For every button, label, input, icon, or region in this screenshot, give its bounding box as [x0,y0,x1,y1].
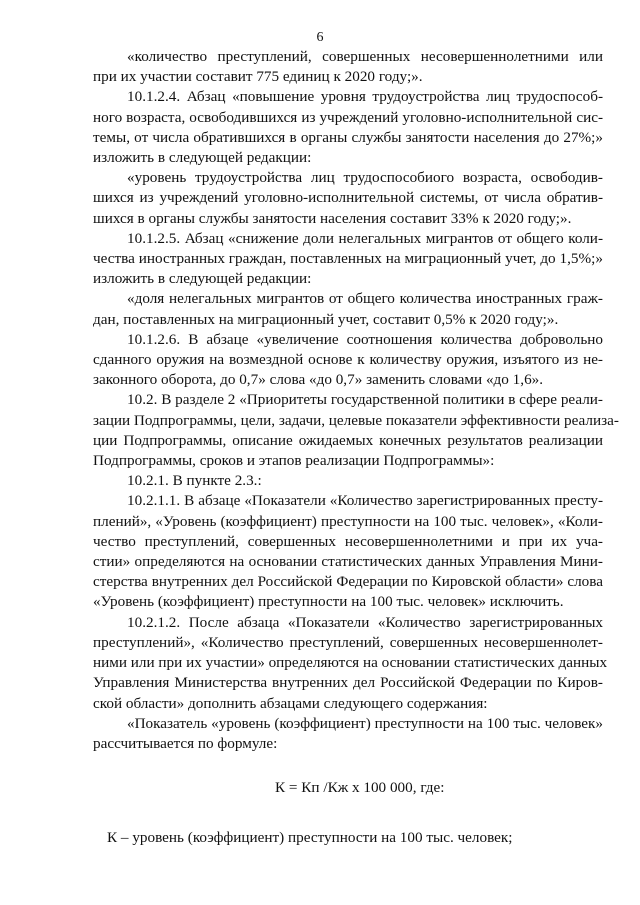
text-line: шихся в органы службы занятости населения составит 33% к 2020 году;». [93,209,572,227]
text-line: плений», «Уровень (коэффициент) преступности на 100 тыс. человек», «Коли- [93,512,603,530]
text-line: 10.1.2.4. Абзац «повышение уровня трудоустройства лиц трудоспособ- [127,88,603,106]
text-line: стерства внутренних дел Российской Федерации по Кировской области» слова [93,573,603,591]
formula-definition: К – уровень (коэффициент) преступности на 100 тыс. человек; [107,829,513,847]
text-line: зации Подпрограммы, цели, задачи, целевые показатели эффективности реализа- [93,411,619,429]
text-line: изложить в следующей редакции: [93,149,312,167]
text-line: 10.1.2.6. В абзаце «увеличение соотношения количества добровольно [127,330,603,348]
text-line: 10.2.1. В пункте 2.3.: [127,472,262,490]
text-line: сданного оружия на возмездной основе к количеству оружия, изъятого из не- [93,351,603,369]
formula: К = Кп /Кж х 100 000, где: [275,779,445,797]
text-line: чества иностранных граждан, поставленных на миграционный учет, до 1,5%;» [93,250,603,268]
text-line: «уровень трудоустройства лиц трудоспособиого возраста, освободив- [127,169,603,187]
document-body [93,47,619,849]
text-line: Подпрограммы, сроков и этапов реализации Подпрограммы»: [93,452,495,470]
text-line: стии» определяются на основании статистических данных Управления Мини- [93,553,603,571]
text-line: 10.2. В разделе 2 «Приоритеты государственной политики в сфере реали- [127,391,603,409]
text-line: «доля нелегальных мигрантов от общего количества иностранных граж- [127,290,603,308]
text-line: темы, от числа обратившихся в органы службы занятости населения до 27%;» [93,128,603,146]
text-line: при их участии составит 775 единиц к 2020 году;». [93,68,423,86]
text-line: ними или при их участии» определяются на основании статистических данных [93,654,608,672]
text-line: чество преступлений, совершенных несовершеннолетними и при их уча- [93,532,603,550]
text-line: «Показатель «уровень (коэффициент) преступности на 100 тыс. человек» [127,714,603,732]
text-line: «количество преступлений, совершенных несовершеннолетними или [127,48,603,65]
page-number: 6 [316,30,324,45]
text-line: ции Подпрограммы, описание ожидаемых конечных результатов реализации [93,431,603,449]
text-line: 10.2.1.1. В абзаце «Показатели «Количество зарегистрированных престу- [127,492,603,510]
text-line: изложить в следующей редакции: [93,270,312,288]
text-line: Управления Министерства внутренних дел Российской Федерации по Киров- [93,674,603,692]
text-line: преступлений», «Количество преступлений, совершенных несовершеннолет- [93,633,603,651]
text-line: 10.1.2.5. Абзац «снижение доли нелегальных мигрантов от общего коли- [127,229,603,247]
text-line: дан, поставленных на миграционный учет, составит 0,5% к 2020 году;». [93,310,559,328]
text-line: рассчитывается по формуле: [93,734,278,752]
text-line: законного оборота, до 0,7» слова «до 0,7» заменить словами «до 1,6». [93,371,544,389]
text-line: ного возраста, освободившихся из учреждений уголовно-исполнительной сис- [93,108,603,126]
text-line: ской области» дополнить абзацами следующего содержания: [93,694,488,712]
text-line: 10.2.1.2. После абзаца «Показатели «Количество зарегистрированных [127,613,603,631]
text-line: шихся из учреждений уголовно-исполнительной системы, от числа обратив- [93,189,603,207]
text-line: «Уровень (коэффициент) преступности на 100 тыс. человек» исключить. [93,593,564,611]
